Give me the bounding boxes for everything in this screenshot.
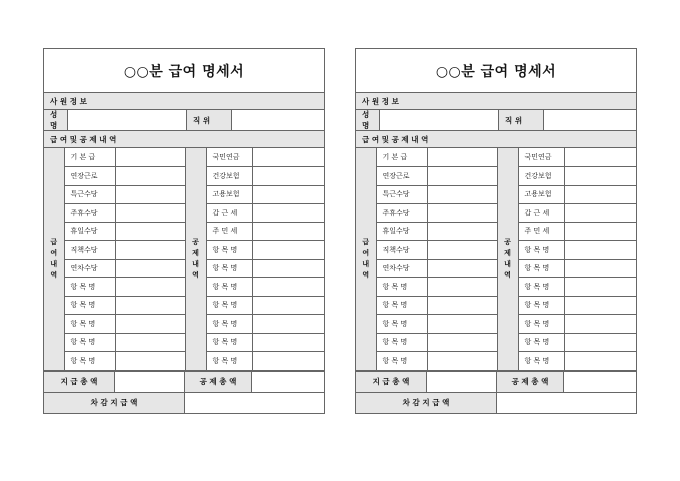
pay-item-label: 직책수당 [376, 241, 427, 260]
deduction-item-label: 항 목 명 [206, 259, 252, 278]
deduction-amount-field[interactable] [564, 315, 636, 334]
table-row [356, 241, 636, 260]
table-row [44, 204, 324, 223]
deduction-amount-field[interactable] [564, 167, 636, 186]
pay-item-label: 연장근로 [64, 167, 115, 186]
deduction-item-label: 항 목 명 [206, 315, 252, 334]
breakdown-header: 급 여 및 공 제 내 역 [356, 131, 636, 148]
deduction-item-label: 고용보험 [518, 185, 564, 204]
table-row [356, 278, 636, 297]
breakdown-body [356, 148, 636, 370]
name-field[interactable] [68, 110, 187, 130]
name-label: 성 명 [356, 110, 380, 130]
table-row [356, 185, 636, 204]
pay-item-label: 항 목 명 [376, 315, 427, 334]
total-pay-label: 지 급 총 액 [44, 372, 115, 392]
employee-info-row [356, 110, 636, 131]
deduction-item-label: 갑 근 세 [206, 204, 252, 223]
table-row [356, 148, 636, 167]
table-row [356, 352, 636, 371]
pay-group-label: 급 여 내 역 [44, 148, 64, 370]
pay-amount-field[interactable] [115, 185, 185, 204]
table-row [44, 241, 324, 260]
pay-amount-field[interactable] [115, 296, 185, 315]
pay-item-label: 휴일수당 [376, 222, 427, 241]
table-row [44, 296, 324, 315]
deduction-item-label: 고용보험 [206, 185, 252, 204]
deduction-amount-field[interactable] [564, 185, 636, 204]
pay-item-label: 항 목 명 [64, 315, 115, 334]
pay-item-label: 항 목 명 [376, 333, 427, 352]
position-field[interactable] [544, 110, 636, 130]
position-label: 직 위 [187, 110, 232, 130]
deduction-amount-field[interactable] [252, 278, 324, 297]
total-pay-field[interactable] [427, 372, 497, 392]
pay-item-label: 직책수당 [64, 241, 115, 260]
deduction-item-label: 항 목 명 [518, 259, 564, 278]
total-deduction-label: 공 제 총 액 [497, 372, 564, 392]
net-pay-row [44, 392, 324, 413]
deduction-amount-field[interactable] [564, 241, 636, 260]
pay-amount-field[interactable] [427, 167, 497, 186]
breakdown-header: 급 여 및 공 제 내 역 [44, 131, 324, 148]
net-pay-label: 차 감 지 급 액 [44, 393, 185, 413]
pay-item-label: 연장근로 [376, 167, 427, 186]
pay-item-label: 항 목 명 [64, 296, 115, 315]
pay-item-label: 항 목 명 [376, 296, 427, 315]
pay-item-label: 연차수당 [376, 259, 427, 278]
table-row [44, 352, 324, 371]
deduction-item-label: 항 목 명 [518, 352, 564, 371]
pay-item-label: 항 목 명 [64, 278, 115, 297]
deduction-amount-field[interactable] [252, 148, 324, 167]
pay-item-label: 항 목 명 [376, 352, 427, 371]
pay-item-label: 주휴수당 [376, 204, 427, 223]
deduction-item-label: 건강보험 [206, 167, 252, 186]
pay-amount-field[interactable] [427, 315, 497, 334]
deduction-amount-field[interactable] [252, 241, 324, 260]
pay-amount-field[interactable] [115, 352, 185, 371]
deduction-amount-field[interactable] [252, 333, 324, 352]
deduction-item-label: 국민연금 [518, 148, 564, 167]
deduction-item-label: 갑 근 세 [518, 204, 564, 223]
employee-info-row [44, 110, 324, 131]
deduction-item-label: 항 목 명 [518, 278, 564, 297]
table-row [356, 315, 636, 334]
table-row [44, 315, 324, 334]
pay-item-label: 특근수당 [376, 185, 427, 204]
pay-item-label: 특근수당 [64, 185, 115, 204]
pay-amount-field[interactable] [115, 222, 185, 241]
net-pay-row [356, 392, 636, 413]
deduction-item-label: 항 목 명 [206, 241, 252, 260]
deduction-amount-field[interactable] [252, 315, 324, 334]
breakdown-body [44, 148, 324, 370]
table-row [356, 296, 636, 315]
pay-amount-field[interactable] [427, 259, 497, 278]
pay-amount-field[interactable] [115, 333, 185, 352]
pay-amount-field[interactable] [427, 148, 497, 167]
pay-item-label: 주휴수당 [64, 204, 115, 223]
deduction-item-label: 건강보험 [518, 167, 564, 186]
totals-row [356, 371, 636, 392]
deduction-amount-field[interactable] [252, 167, 324, 186]
pay-amount-field[interactable] [427, 241, 497, 260]
pay-amount-field[interactable] [427, 222, 497, 241]
total-pay-field[interactable] [115, 372, 185, 392]
pay-amount-field[interactable] [115, 241, 185, 260]
position-label: 직 위 [499, 110, 544, 130]
deduction-amount-field[interactable] [564, 148, 636, 167]
deduction-item-label: 항 목 명 [518, 241, 564, 260]
pay-amount-field[interactable] [115, 278, 185, 297]
pay-amount-field[interactable] [427, 278, 497, 297]
deduction-group-label: 공 제 내 역 [185, 148, 206, 370]
deduction-item-label: 항 목 명 [518, 296, 564, 315]
deduction-amount-field[interactable] [564, 204, 636, 223]
breakdown-table [44, 148, 324, 371]
deduction-amount-field[interactable] [564, 352, 636, 371]
deduction-amount-field[interactable] [252, 259, 324, 278]
table-row [44, 185, 324, 204]
pay-amount-field[interactable] [115, 167, 185, 186]
pay-amount-field[interactable] [115, 204, 185, 223]
deduction-amount-field[interactable] [564, 222, 636, 241]
pay-item-label: 연차수당 [64, 259, 115, 278]
deduction-amount-field[interactable] [252, 352, 324, 371]
deduction-item-label: 항 목 명 [206, 333, 252, 352]
deduction-item-label: 항 목 명 [206, 352, 252, 371]
deduction-amount-field[interactable] [564, 333, 636, 352]
pay-amount-field[interactable] [115, 315, 185, 334]
pay-item-label: 기 본 급 [376, 148, 427, 167]
table-row [44, 167, 324, 186]
deduction-item-label: 항 목 명 [518, 315, 564, 334]
pay-group-label: 급 여 내 역 [356, 148, 376, 370]
pay-item-label: 항 목 명 [64, 352, 115, 371]
table-row [356, 222, 636, 241]
name-label: 성 명 [44, 110, 68, 130]
pay-amount-field[interactable] [427, 204, 497, 223]
pay-amount-field[interactable] [427, 296, 497, 315]
deduction-group-label: 공 제 내 역 [497, 148, 518, 370]
total-deduction-field[interactable] [252, 372, 324, 392]
employee-info-header: 사 원 정 보 [356, 93, 636, 110]
deduction-amount-field[interactable] [564, 278, 636, 297]
pay-amount-field[interactable] [115, 148, 185, 167]
table-row [356, 259, 636, 278]
total-deduction-field[interactable] [564, 372, 636, 392]
deduction-item-label: 항 목 명 [206, 278, 252, 297]
pay-slip-right [355, 48, 637, 414]
deduction-amount-field[interactable] [252, 185, 324, 204]
pay-item-label: 휴일수당 [64, 222, 115, 241]
deduction-amount-field[interactable] [564, 259, 636, 278]
breakdown-table [356, 148, 636, 371]
pay-item-label: 기 본 급 [64, 148, 115, 167]
table-row [44, 259, 324, 278]
net-pay-field[interactable] [497, 393, 636, 413]
deduction-amount-field[interactable] [564, 296, 636, 315]
pay-slip-left [43, 48, 325, 414]
total-pay-label: 지 급 총 액 [356, 372, 427, 392]
deduction-item-label: 국민연금 [206, 148, 252, 167]
pay-amount-field[interactable] [115, 259, 185, 278]
table-row [356, 204, 636, 223]
deduction-item-label: 주 민 세 [518, 222, 564, 241]
deduction-item-label: 항 목 명 [206, 296, 252, 315]
pay-amount-field[interactable] [427, 352, 497, 371]
deduction-item-label: 주 민 세 [206, 222, 252, 241]
total-deduction-label: 공 제 총 액 [185, 372, 252, 392]
table-row [356, 167, 636, 186]
pay-item-label: 항 목 명 [376, 278, 427, 297]
net-pay-label: 차 감 지 급 액 [356, 393, 497, 413]
name-field[interactable] [380, 110, 499, 130]
table-row [44, 333, 324, 352]
table-row [44, 278, 324, 297]
table-row [356, 333, 636, 352]
table-row [44, 148, 324, 167]
table-row [44, 222, 324, 241]
position-field[interactable] [232, 110, 324, 130]
slip-title: ○○분 급여 명세서 [356, 49, 636, 93]
slip-title: ○○분 급여 명세서 [44, 49, 324, 93]
pay-amount-field[interactable] [427, 333, 497, 352]
employee-info-header: 사 원 정 보 [44, 93, 324, 110]
deduction-amount-field[interactable] [252, 204, 324, 223]
totals-row [44, 371, 324, 392]
deduction-amount-field[interactable] [252, 296, 324, 315]
net-pay-field[interactable] [185, 393, 324, 413]
pay-item-label: 항 목 명 [64, 333, 115, 352]
pay-amount-field[interactable] [427, 185, 497, 204]
deduction-amount-field[interactable] [252, 222, 324, 241]
deduction-item-label: 항 목 명 [518, 333, 564, 352]
